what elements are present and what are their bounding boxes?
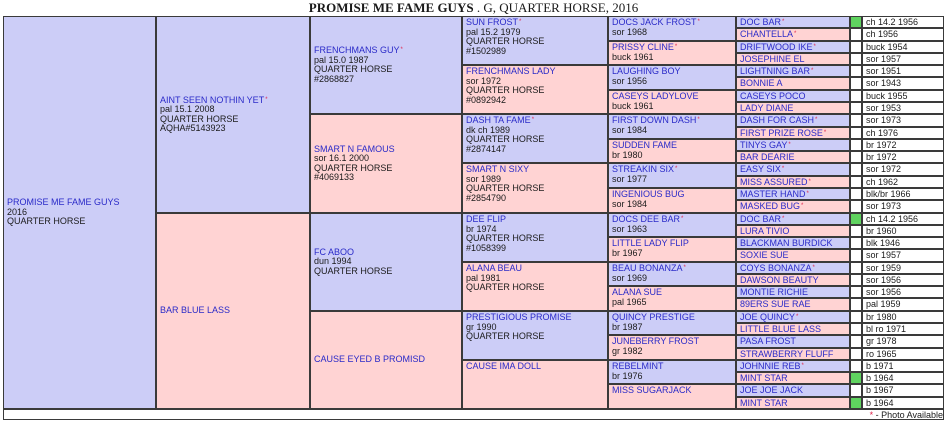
gen5-dam-name[interactable]: SOXIE SUE bbox=[740, 250, 789, 260]
gen3-sire-cell bbox=[462, 311, 608, 360]
photo-available-icon[interactable]: * bbox=[697, 19, 700, 25]
gen4-dam-content bbox=[612, 43, 732, 62]
gen2-sire-detail: QUARTER HORSE bbox=[314, 64, 393, 74]
gen5-sire-name[interactable]: TINYS GAY bbox=[740, 140, 788, 150]
gen1-sire-content bbox=[160, 96, 306, 134]
gen4-dam-content bbox=[612, 288, 732, 307]
gen5-dam-name[interactable]: 89ERS SUE RAE bbox=[740, 299, 811, 309]
gen5-dam-info: pal 1959 bbox=[862, 298, 944, 311]
gen3-dam-content bbox=[466, 362, 604, 372]
marker-spacer bbox=[850, 286, 862, 298]
photo-available-icon[interactable]: * bbox=[675, 166, 678, 172]
photo-available-icon[interactable]: * bbox=[519, 19, 522, 25]
gen5-dam-info: ch 1962 bbox=[862, 176, 944, 188]
gen5-dam-name[interactable]: LITTLE BLUE LASS bbox=[740, 324, 822, 334]
photo-available-icon[interactable]: * bbox=[801, 363, 804, 369]
photo-available-icon[interactable]: * bbox=[697, 117, 700, 123]
photo-available-icon[interactable]: * bbox=[782, 216, 785, 222]
gen3-sire-detail: QUARTER HORSE bbox=[466, 36, 545, 46]
gen4-sire-name[interactable]: REBELMINT bbox=[612, 361, 664, 371]
gen5-dam-info: sor 1956 bbox=[862, 274, 944, 286]
gen4-sire-content bbox=[612, 165, 732, 184]
gen5-dam-cell bbox=[736, 176, 850, 188]
gen5-sire-name[interactable]: JOE QUINCY bbox=[740, 312, 796, 322]
gen1-sire-detail: QUARTER HORSE bbox=[160, 113, 239, 124]
gen1-dam-name[interactable]: BAR BLUE LASS bbox=[160, 305, 231, 316]
gen5-sire-name[interactable]: COYS BONANZA bbox=[740, 263, 812, 273]
marker-spacer bbox=[850, 65, 862, 77]
gen3-dam-content bbox=[466, 67, 604, 105]
gen3-sire-content bbox=[466, 313, 604, 342]
gen5-dam-name[interactable]: MINT STAR bbox=[740, 373, 788, 383]
gen4-sire-content bbox=[612, 362, 732, 381]
gen4-sire-name[interactable]: QUINCY PRESTIGE bbox=[612, 312, 695, 322]
gen5-dam-cell bbox=[736, 28, 850, 41]
gen5-dam-cell bbox=[736, 200, 850, 213]
gen2-dam-cell bbox=[310, 311, 462, 409]
gen5-sire-name[interactable]: PASA FROST bbox=[740, 336, 796, 346]
marker-spacer bbox=[850, 114, 862, 127]
gen3-dam-detail: QUARTER HORSE bbox=[466, 85, 545, 95]
marker-spacer bbox=[850, 249, 862, 262]
gen1-sire-detail: AQHA#5143923 bbox=[160, 123, 226, 133]
gen5-dam-cell bbox=[736, 225, 850, 237]
gen5-sire-info: sor 1972 bbox=[862, 163, 944, 176]
photo-available-icon[interactable]: * bbox=[265, 96, 268, 103]
gen4-dam-cell bbox=[608, 41, 736, 65]
subject-horse-detail: QUARTER HORSE bbox=[7, 216, 86, 227]
gen2-dam-name[interactable]: CAUSE EYED B PROMISD bbox=[314, 354, 426, 365]
gen5-dam-cell bbox=[736, 372, 850, 384]
gen3-sire-detail: QUARTER HORSE bbox=[466, 134, 545, 144]
gen4-sire-detail: sor 1977 bbox=[612, 173, 648, 184]
marker-spacer bbox=[850, 335, 862, 348]
gen4-sire-content bbox=[612, 215, 732, 234]
gen3-sire-detail: br 1974 bbox=[466, 223, 497, 234]
gen4-dam-detail: br 1967 bbox=[612, 247, 643, 258]
gen3-dam-name[interactable]: SMART N SIXY bbox=[466, 164, 530, 174]
gen1-dam-cell bbox=[156, 213, 310, 409]
gen5-dam-name[interactable]: CHANTELLA bbox=[740, 29, 794, 39]
photo-available-icon[interactable]: * bbox=[812, 265, 815, 271]
gen3-sire-content bbox=[466, 215, 604, 253]
horse-title-details: . G, QUARTER HORSE, 2016 bbox=[473, 0, 639, 15]
gen4-sire-cell bbox=[608, 213, 736, 237]
gen5-dam-name[interactable]: BONNIE A bbox=[740, 78, 783, 88]
gen5-dam-name[interactable]: LURA TIVIO bbox=[740, 226, 790, 236]
photo-available-icon[interactable]: * bbox=[674, 44, 678, 50]
gen5-dam-info: br 1960 bbox=[862, 225, 944, 237]
marker-spacer bbox=[850, 225, 862, 237]
gen5-dam-info: bl ro 1971 bbox=[862, 323, 944, 335]
gen5-sire-cell bbox=[736, 262, 850, 274]
marker-spacer bbox=[850, 163, 862, 176]
marker-spacer bbox=[850, 127, 862, 139]
gen5-dam-info: ch 1956 bbox=[862, 28, 944, 41]
gen4-sire-name[interactable]: FIRST DOWN DASH bbox=[612, 115, 697, 125]
marker-spacer bbox=[850, 348, 862, 360]
photo-available-icon[interactable]: * bbox=[781, 166, 785, 172]
gen4-sire-cell bbox=[608, 163, 736, 188]
gen5-dam-name[interactable]: FIRST PRIZE ROSE bbox=[740, 128, 823, 138]
gen3-sire-detail: dk ch 1989 bbox=[466, 124, 511, 135]
gen4-sire-cell bbox=[608, 16, 736, 41]
gen3-sire-name[interactable]: PRESTIGIOUS PROMISE bbox=[466, 312, 572, 322]
gen4-dam-name[interactable]: INGENIOUS BUG bbox=[612, 189, 685, 199]
marker-spacer bbox=[850, 274, 862, 286]
gen1-sire-cell bbox=[156, 16, 310, 213]
gen5-sire-info: sor 1951 bbox=[862, 65, 944, 77]
footer-bar bbox=[3, 409, 944, 420]
gen4-dam-detail: br 1980 bbox=[612, 149, 643, 160]
gen4-dam-cell bbox=[608, 335, 736, 360]
gen5-sire-cell bbox=[736, 311, 850, 323]
gen5-sire-info: buck 1954 bbox=[862, 41, 944, 53]
gen5-sire-name[interactable]: MASTER HAND bbox=[740, 189, 806, 199]
gen5-sire-cell bbox=[736, 360, 850, 372]
gen4-sire-cell bbox=[608, 262, 736, 286]
gen1-sire-detail: pal 15.1 2008 bbox=[160, 104, 215, 114]
subject-horse-detail: 2016 bbox=[7, 206, 28, 217]
gen4-dam-content bbox=[612, 190, 732, 209]
gen4-dam-cell bbox=[608, 384, 736, 409]
gen3-dam-content bbox=[466, 165, 604, 203]
gen3-sire-cell bbox=[462, 213, 608, 262]
gen5-sire-name[interactable]: BLACKMAN BURDICK bbox=[740, 238, 833, 248]
photo-available-icon[interactable]: * bbox=[808, 179, 811, 185]
gen2-sire-name[interactable]: FRENCHMANS GUY bbox=[314, 45, 400, 55]
gen4-sire-cell bbox=[608, 311, 736, 335]
gen5-sire-info: blk 1946 bbox=[862, 237, 944, 249]
gen4-sire-content bbox=[612, 18, 732, 37]
gen2-dam-detail: QUARTER HORSE bbox=[314, 162, 393, 173]
gen3-dam-name[interactable]: ALANA BEAU bbox=[466, 263, 523, 273]
marker-spacer bbox=[850, 53, 862, 65]
gen5-sire-info: ch 14.2 1956 bbox=[862, 16, 944, 28]
gen5-sire-name[interactable]: LIGHTNING BAR bbox=[740, 66, 811, 76]
photo-available-icon[interactable]: * bbox=[806, 191, 809, 197]
gen5-sire-name[interactable]: JOHNNIE REB bbox=[740, 361, 801, 371]
gen2-sire-content bbox=[314, 46, 458, 84]
gen5-sire-info: gr 1978 bbox=[862, 335, 944, 348]
gen2-dam-content bbox=[314, 355, 458, 365]
gen3-dam-detail: pal 1981 bbox=[466, 272, 501, 283]
photo-available-icon[interactable]: * bbox=[782, 19, 785, 25]
gen4-sire-detail: sor 1956 bbox=[612, 75, 648, 86]
gen1-sire-name[interactable]: AINT SEEN NOTHIN YET bbox=[160, 94, 265, 105]
gen5-sire-cell bbox=[736, 90, 850, 102]
gen3-dam-cell bbox=[462, 262, 608, 311]
gen5-sire-cell bbox=[736, 139, 850, 151]
highlight-marker bbox=[850, 16, 862, 28]
subject-horse-cell bbox=[3, 16, 156, 409]
gen4-sire-cell bbox=[608, 114, 736, 139]
gen1-dam-content bbox=[160, 306, 306, 316]
photo-available-icon[interactable]: * bbox=[794, 31, 797, 37]
photo-available-icon[interactable]: * bbox=[531, 117, 535, 123]
gen4-sire-name[interactable]: DOCS DEE BAR bbox=[612, 214, 681, 224]
gen5-dam-info: b 1964 bbox=[862, 372, 944, 384]
gen3-dam-content bbox=[466, 264, 604, 293]
gen4-dam-cell bbox=[608, 90, 736, 114]
gen4-sire-name[interactable]: DOCS JACK FROST bbox=[612, 17, 697, 27]
gen5-dam-name[interactable]: JOSEPHINE EL bbox=[740, 54, 805, 64]
gen4-dam-cell bbox=[608, 188, 736, 213]
gen4-dam-detail: pal 1965 bbox=[612, 296, 647, 307]
gen5-dam-info: sor 1973 bbox=[862, 200, 944, 213]
gen5-dam-cell bbox=[736, 102, 850, 114]
marker-spacer bbox=[850, 360, 862, 372]
gen5-sire-cell bbox=[736, 335, 850, 348]
gen5-sire-name[interactable]: DOC BAR bbox=[740, 17, 782, 27]
marker-spacer bbox=[850, 262, 862, 274]
gen5-sire-info: sor 1973 bbox=[862, 114, 944, 127]
photo-available-icon[interactable]: * bbox=[400, 47, 403, 53]
gen5-sire-name[interactable]: DASH FOR CASH bbox=[740, 115, 815, 125]
gen2-sire-content bbox=[314, 248, 458, 277]
gen3-dam-detail: sor 1989 bbox=[466, 173, 502, 184]
gen2-sire-name[interactable]: FC ABOO bbox=[314, 246, 355, 257]
gen4-dam-name[interactable]: MISS SUGARJACK bbox=[612, 385, 692, 395]
gen5-dam-name[interactable]: MINT STAR bbox=[740, 398, 788, 408]
gen5-dam-cell bbox=[736, 397, 850, 409]
gen5-sire-name[interactable]: MONTIE RICHIE bbox=[740, 287, 809, 297]
marker-spacer bbox=[850, 90, 862, 102]
gen3-sire-detail: #1058399 bbox=[466, 242, 507, 253]
gen5-sire-info: br 1980 bbox=[862, 311, 944, 323]
photo-available-icon[interactable]: * bbox=[811, 68, 814, 74]
gen4-sire-detail: sor 1984 bbox=[612, 124, 648, 135]
gen2-dam-name[interactable]: SMART N FAMOUS bbox=[314, 143, 395, 154]
gen4-sire-detail: br 1976 bbox=[612, 370, 643, 381]
gen5-sire-info: b 1971 bbox=[862, 360, 944, 372]
gen4-sire-detail: sor 1968 bbox=[612, 26, 648, 37]
subject-horse-content bbox=[7, 198, 152, 227]
gen3-dam-name[interactable]: FRENCHMANS LADY bbox=[466, 66, 556, 76]
gen3-sire-detail: #2874147 bbox=[466, 143, 507, 154]
highlight-marker bbox=[850, 397, 862, 409]
gen2-dam-detail: #4069133 bbox=[314, 172, 355, 182]
gen5-sire-cell bbox=[736, 384, 850, 397]
gen2-sire-cell bbox=[310, 213, 462, 311]
gen5-dam-info: ro 1965 bbox=[862, 348, 944, 360]
gen4-sire-detail: br 1987 bbox=[612, 321, 643, 332]
gen5-dam-cell bbox=[736, 77, 850, 90]
gen5-dam-cell bbox=[736, 274, 850, 286]
gen5-sire-name[interactable]: JOE JOE JACK bbox=[740, 385, 804, 395]
gen2-dam-detail: sor 16.1 2000 bbox=[314, 153, 370, 163]
gen5-dam-info: sor 1943 bbox=[862, 77, 944, 90]
gen3-dam-cell bbox=[462, 65, 608, 114]
marker-spacer bbox=[850, 102, 862, 114]
gen4-sire-name[interactable]: LAUGHING BOY bbox=[612, 66, 681, 76]
gen5-sire-cell bbox=[736, 114, 850, 127]
gen5-sire-cell bbox=[736, 163, 850, 176]
gen5-dam-info: ch 1976 bbox=[862, 127, 944, 139]
gen2-sire-cell bbox=[310, 16, 462, 114]
gen5-sire-cell bbox=[736, 41, 850, 53]
gen5-sire-name[interactable]: DOC BAR bbox=[740, 214, 782, 224]
gen5-dam-cell bbox=[736, 127, 850, 139]
photo-available-icon[interactable]: * bbox=[823, 130, 827, 136]
photo-available-icon[interactable]: * bbox=[796, 314, 799, 320]
gen4-dam-content bbox=[612, 239, 732, 258]
gen4-sire-name[interactable]: BEAU BONANZA bbox=[612, 263, 683, 273]
gen4-dam-name[interactable]: JUNEBERRY FROST bbox=[612, 336, 700, 346]
gen3-sire-detail: #1502989 bbox=[466, 45, 507, 56]
gen4-dam-content bbox=[612, 92, 732, 111]
marker-spacer bbox=[850, 139, 862, 151]
gen4-dam-detail: buck 1961 bbox=[612, 51, 654, 62]
gen4-sire-detail: sor 1969 bbox=[612, 272, 648, 283]
gen4-dam-detail: gr 1982 bbox=[612, 345, 643, 356]
gen3-dam-detail: QUARTER HORSE bbox=[466, 183, 545, 193]
gen4-dam-name[interactable]: LITTLE LADY FLIP bbox=[612, 238, 689, 248]
gen5-dam-name[interactable]: BAR DEARIE bbox=[740, 152, 795, 162]
gen5-sire-cell bbox=[736, 237, 850, 249]
gen5-sire-cell bbox=[736, 286, 850, 298]
gen4-sire-content bbox=[612, 264, 732, 283]
gen5-dam-cell bbox=[736, 298, 850, 311]
gen2-sire-detail: QUARTER HORSE bbox=[314, 265, 393, 276]
gen4-dam-cell bbox=[608, 286, 736, 311]
gen5-dam-name[interactable]: MISS ASSURED bbox=[740, 177, 808, 187]
gen4-dam-name[interactable]: ALANA SUE bbox=[612, 287, 663, 297]
gen3-sire-detail: QUARTER HORSE bbox=[466, 233, 545, 243]
gen5-sire-info: b 1967 bbox=[862, 384, 944, 397]
gen5-sire-cell bbox=[736, 65, 850, 77]
photo-available-icon[interactable]: * bbox=[815, 117, 818, 123]
gen5-sire-info: br 1972 bbox=[862, 139, 944, 151]
gen3-sire-detail: gr 1990 bbox=[466, 321, 497, 332]
marker-spacer bbox=[850, 384, 862, 397]
photo-available-icon[interactable]: * bbox=[683, 265, 686, 271]
gen5-dam-info: sor 1957 bbox=[862, 249, 944, 262]
gen5-dam-name[interactable]: DAWSON BEAUTY bbox=[740, 275, 819, 285]
marker-spacer bbox=[850, 41, 862, 53]
gen4-dam-content bbox=[612, 386, 732, 396]
photo-legend-text: - Photo Available bbox=[873, 410, 943, 420]
marker-spacer bbox=[850, 298, 862, 311]
gen5-dam-cell bbox=[736, 323, 850, 335]
gen3-dam-cell bbox=[462, 163, 608, 213]
photo-available-icon[interactable]: * bbox=[801, 203, 804, 209]
gen5-dam-name[interactable]: LADY DIANE bbox=[740, 103, 794, 113]
photo-available-icon[interactable]: * bbox=[681, 216, 684, 222]
gen4-dam-cell bbox=[608, 139, 736, 163]
gen5-sire-cell bbox=[736, 188, 850, 200]
gen4-dam-content bbox=[612, 337, 732, 356]
subject-horse-name[interactable]: PROMISE ME FAME GUYS bbox=[7, 197, 120, 208]
gen3-sire-name[interactable]: SUN FROST bbox=[466, 17, 519, 27]
gen5-dam-cell bbox=[736, 249, 850, 262]
gen5-sire-name[interactable]: CASEYS POCO bbox=[740, 91, 806, 101]
photo-available-icon[interactable]: * bbox=[788, 142, 791, 148]
gen5-sire-info: blk/br 1966 bbox=[862, 188, 944, 200]
marker-spacer bbox=[850, 237, 862, 249]
gen5-sire-info: ch 14.2 1956 bbox=[862, 213, 944, 225]
gen5-dam-info: br 1972 bbox=[862, 151, 944, 163]
gen4-dam-name[interactable]: PRISSY CLINE bbox=[612, 42, 674, 52]
gen4-sire-content bbox=[612, 67, 732, 86]
gen2-dam-content bbox=[314, 145, 458, 183]
gen5-sire-name[interactable]: EASY SIX bbox=[740, 164, 781, 174]
gen3-dam-detail: #0892942 bbox=[466, 94, 507, 105]
gen4-sire-content bbox=[612, 116, 732, 135]
gen3-sire-name[interactable]: DASH TA FAME bbox=[466, 115, 531, 125]
gen5-sire-info: sor 1959 bbox=[862, 262, 944, 274]
marker-spacer bbox=[850, 188, 862, 200]
gen5-dam-cell bbox=[736, 348, 850, 360]
gen3-dam-detail: QUARTER HORSE bbox=[466, 282, 545, 292]
gen4-dam-cell bbox=[608, 237, 736, 262]
gen3-dam-cell bbox=[462, 360, 608, 409]
photo-legend-star: * bbox=[869, 410, 874, 420]
marker-spacer bbox=[850, 200, 862, 213]
marker-spacer bbox=[850, 323, 862, 335]
gen5-dam-name[interactable]: MASKED BUG bbox=[740, 201, 801, 211]
gen5-dam-info: sor 1957 bbox=[862, 53, 944, 65]
gen3-dam-detail: #2854790 bbox=[466, 192, 507, 203]
gen5-dam-info: b 1964 bbox=[862, 397, 944, 409]
gen5-dam-info: sor 1953 bbox=[862, 102, 944, 114]
gen4-dam-name[interactable]: CASEYS LADYLOVE bbox=[612, 91, 699, 101]
gen4-sire-cell bbox=[608, 360, 736, 384]
highlight-marker bbox=[850, 213, 862, 225]
gen3-sire-name[interactable]: DEE FLIP bbox=[466, 214, 507, 224]
photo-available-icon[interactable]: * bbox=[813, 44, 816, 50]
gen3-sire-content bbox=[466, 116, 604, 154]
gen5-dam-cell bbox=[736, 53, 850, 65]
gen5-dam-name[interactable]: STRAWBERRY FLUFF bbox=[740, 349, 834, 359]
gen3-dam-detail: sor 1972 bbox=[466, 75, 502, 86]
gen4-sire-detail: sor 1963 bbox=[612, 223, 648, 234]
gen2-sire-detail: #2868827 bbox=[314, 73, 355, 84]
gen2-sire-detail: dun 1994 bbox=[314, 256, 352, 267]
highlight-marker bbox=[850, 372, 862, 384]
gen3-sire-detail: pal 15.2 1979 bbox=[466, 26, 521, 37]
gen3-dam-name[interactable]: CAUSE IMA DOLL bbox=[466, 361, 542, 371]
gen5-sire-cell bbox=[736, 16, 850, 28]
gen4-sire-cell bbox=[608, 65, 736, 90]
gen3-sire-cell bbox=[462, 16, 608, 65]
marker-spacer bbox=[850, 176, 862, 188]
gen5-sire-info: buck 1955 bbox=[862, 90, 944, 102]
gen5-dam-cell bbox=[736, 151, 850, 163]
marker-spacer bbox=[850, 28, 862, 41]
photo-legend bbox=[870, 410, 943, 420]
gen4-dam-detail: buck 1961 bbox=[612, 100, 654, 111]
gen5-sire-info: sor 1956 bbox=[862, 286, 944, 298]
horse-title-name: PROMISE ME FAME GUYS bbox=[308, 0, 474, 15]
gen3-sire-cell bbox=[462, 114, 608, 163]
gen4-sire-name[interactable]: STREAKIN SIX bbox=[612, 164, 675, 174]
gen4-sire-content bbox=[612, 313, 732, 332]
gen3-sire-detail: QUARTER HORSE bbox=[466, 331, 545, 341]
gen5-sire-cell bbox=[736, 213, 850, 225]
gen3-sire-content bbox=[466, 18, 604, 56]
marker-spacer bbox=[850, 151, 862, 163]
gen2-sire-detail: pal 15.0 1987 bbox=[314, 54, 369, 65]
gen2-dam-cell bbox=[310, 114, 462, 213]
gen4-dam-detail: sor 1984 bbox=[612, 198, 648, 209]
gen4-dam-content bbox=[612, 141, 732, 160]
marker-spacer bbox=[850, 311, 862, 323]
gen4-dam-name[interactable]: SUDDEN FAME bbox=[612, 140, 678, 150]
gen5-sire-name[interactable]: DRIFTWOOD IKE bbox=[740, 42, 813, 52]
marker-spacer bbox=[850, 77, 862, 90]
